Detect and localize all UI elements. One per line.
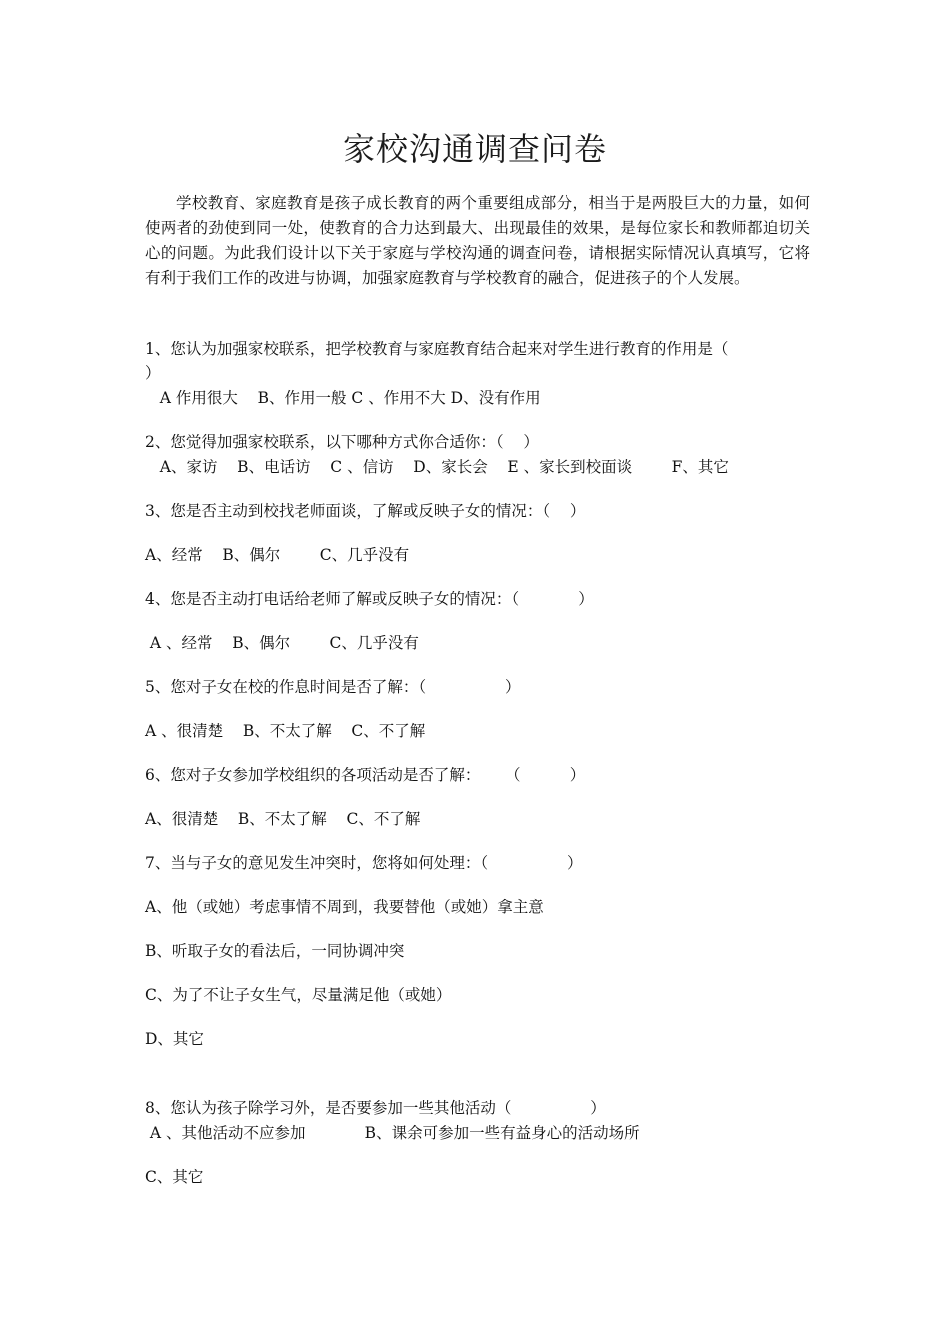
question-8-text: 8、您认为孩子除学习外，是否要参加一些其他活动（ ） — [145, 1099, 606, 1117]
question-2-options: A、家访 B、电话访 C 、信访 D、家长会 E 、家长到校面谈 F、其它 — [145, 458, 729, 476]
question-6-text: 6、您对子女参加学校组织的各项活动是否了解： （ ） — [145, 766, 586, 784]
question-7-option-b: B、听取子女的看法后，一同协调冲突 — [145, 942, 405, 960]
question-7-option-d: D、其它 — [145, 1030, 204, 1048]
question-3-text: 3、您是否主动到校找老师面谈，了解或反映子女的情况：（ ） — [145, 502, 586, 520]
question-5-options: A 、很清楚 B、不太了解 C、不了解 — [145, 722, 426, 740]
question-5-text: 5、您对子女在校的作息时间是否了解：（ ） — [145, 678, 521, 696]
question-8-option-c: C、其它 — [145, 1168, 204, 1186]
question-8-options: A 、其他活动不应参加 B、课余可参加一些有益身心的活动场所 — [145, 1124, 640, 1142]
question-3-options: A、经常 B、偶尔 C、几乎没有 — [145, 546, 410, 564]
question-7-option-a: A、他（或她）考虑事情不周到，我要替他（或她）拿主意 — [145, 898, 544, 916]
question-1-text: 1、您认为加强家校联系，把学校教育与家庭教育结合起来对学生进行教育的作用是（ — [145, 340, 729, 358]
question-1-options: A 作用很大 B、作用一般 C 、作用不大 D、没有作用 — [145, 389, 541, 407]
question-4-options: A 、经常 B、偶尔 C、几乎没有 — [145, 634, 419, 652]
question-7-text: 7、当与子女的意见发生冲突时，您将如何处理：（ ） — [145, 854, 583, 872]
intro-paragraph: 学校教育、家庭教育是孩子成长教育的两个重要组成部分，相当于是两股巨大的力量，如何使两者的劲使到同一处，使教育的合力达到最大、出现最佳的效果，是每位家长和教师都迫切关心的问题。为此我们设计以下关于家庭与学校沟通的调查问卷，请根据实际情况认真填写，它将有利于我们工作的改进与协调，加强家庭教育与学校教育的融合，促进孩子的个人发展。 — [145, 194, 810, 287]
page-title: 家校沟通调查问卷 — [342, 130, 607, 168]
question-1-text-cont: ） — [145, 364, 161, 382]
question-4-text: 4、您是否主动打电话给老师了解或反映子女的情况：（ ） — [145, 590, 594, 608]
question-7-option-c: C、为了不让子女生气，尽量满足他（或她） — [145, 986, 452, 1004]
question-6-options: A、很清楚 B、不太了解 C、不了解 — [145, 810, 421, 828]
question-2-text: 2、您觉得加强家校联系，以下哪种方式你合适你：（ ） — [145, 433, 539, 451]
